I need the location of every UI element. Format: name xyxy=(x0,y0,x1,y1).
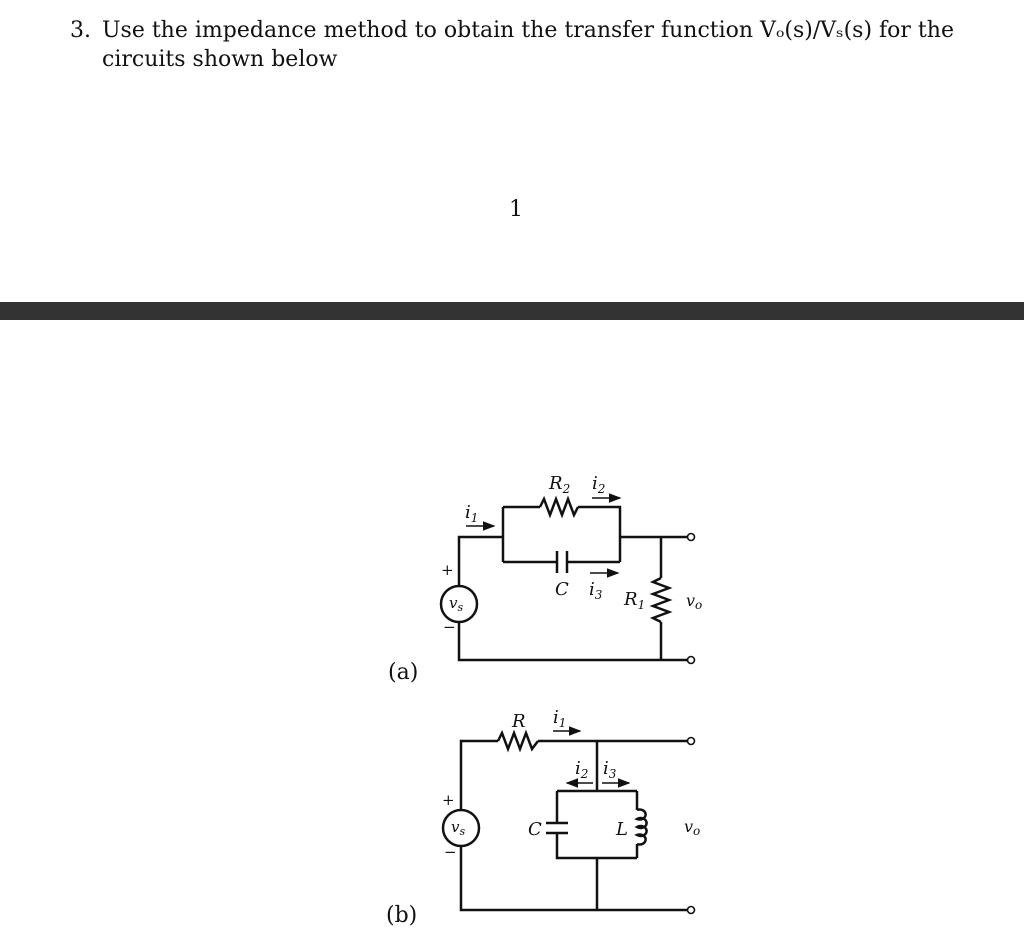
source-label: $v_s$ xyxy=(451,818,466,838)
current-i3-label: $i_3$ xyxy=(603,758,617,781)
output-terminal-bottom xyxy=(688,907,695,914)
circuit-b xyxy=(442,707,700,914)
output-terminal-top xyxy=(688,738,695,745)
current-i2-label: $i_2$ xyxy=(575,758,589,781)
source-minus-label: − xyxy=(444,843,457,861)
circuit-b-label: (b) xyxy=(386,903,418,928)
resistor-r1-symbol xyxy=(653,578,669,622)
circuit-a xyxy=(441,473,702,664)
problem-text: Use the impedance method to obtain the transfer function Vₒ(s)/Vₛ(s) for the circuits shown below xyxy=(102,18,954,72)
capacitor-c-label: C xyxy=(528,819,542,840)
source-plus-label: + xyxy=(441,561,454,579)
problem-number: 3. xyxy=(70,18,91,43)
inductor-l-symbol xyxy=(637,810,647,845)
resistor-r2-label: $R_2$ xyxy=(549,473,571,496)
resistor-r1-label: $R_1$ xyxy=(624,589,646,612)
resistor-r-label: R xyxy=(512,711,526,732)
output-vo-label: vo xyxy=(686,591,703,612)
source-minus-label: − xyxy=(443,618,456,636)
resistor-r-symbol xyxy=(498,733,538,749)
inductor-l-label: L xyxy=(616,819,628,840)
output-terminal-bottom xyxy=(688,657,695,664)
wire-b-source-top xyxy=(461,741,498,810)
output-terminal-top xyxy=(688,534,695,541)
wire-a-source-top xyxy=(459,537,503,586)
current-i3-label: $i_3$ xyxy=(589,579,603,602)
resistor-r2-symbol xyxy=(540,499,578,515)
output-vo-label: vo xyxy=(684,817,701,838)
wire-a-r2-right xyxy=(578,507,620,562)
current-i2-label: $i_2$ xyxy=(592,473,606,496)
source-plus-label: + xyxy=(442,791,455,809)
current-i1-label: $i_1$ xyxy=(553,707,567,730)
circuit-a-label: (a) xyxy=(388,660,419,685)
capacitor-c-label: C xyxy=(555,579,569,600)
wire-b-ground xyxy=(461,846,689,910)
wire-a-ground xyxy=(459,622,689,660)
source-label: $v_s$ xyxy=(449,594,464,614)
page-number: 1 xyxy=(509,197,523,222)
current-i1-label: $i_1$ xyxy=(465,502,479,525)
